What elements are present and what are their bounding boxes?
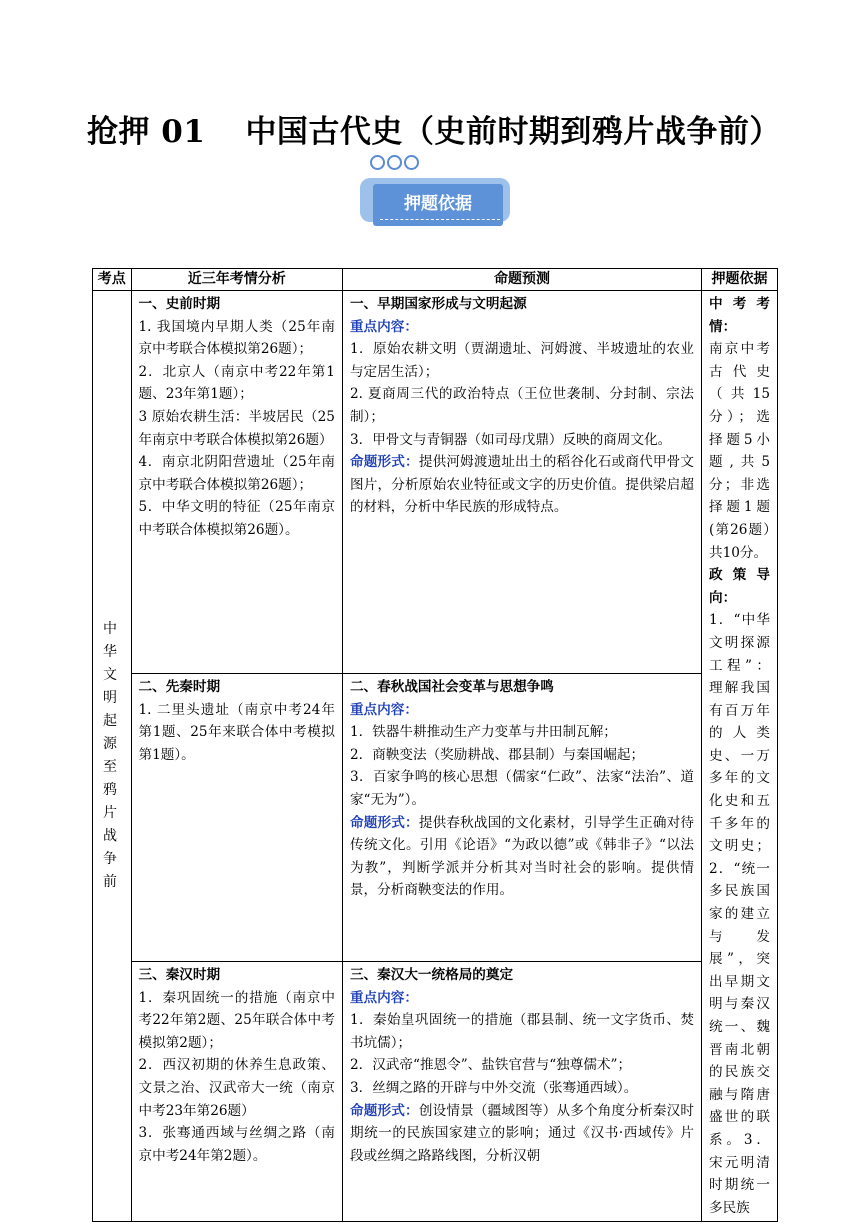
table-header-row <box>93 269 778 291</box>
key-item: 1．秦始皇巩固统一的措施（郡县制、统一文字货币、焚书坑儒）； <box>349 1012 694 1051</box>
analysis-cell <box>131 961 342 1221</box>
table-row <box>93 961 778 1221</box>
prediction-cell <box>342 291 701 674</box>
exam-table <box>92 268 778 1222</box>
analysis-item: 4．南京北阴阳营遗址（25年南京中考联合体模拟第26题）； <box>138 454 335 493</box>
analysis-item: 5．中华文明的特征（25年南京中考联合体模拟第26题）。 <box>138 499 335 538</box>
section-badge <box>360 155 520 235</box>
policy-label: 政策导向： <box>708 567 770 606</box>
title-number: 抢押 01 <box>87 114 206 150</box>
prediction-title: 一、早期国家形成与文明起源 <box>349 296 527 312</box>
analysis-title: 二、先秦时期 <box>138 679 221 696</box>
header-prediction: 命题预测 <box>342 269 701 291</box>
table-row <box>93 291 778 674</box>
analysis-item: 1. 我国境内早期人类（25年南京中考联合体模拟第26题）； <box>138 318 335 358</box>
page-title <box>87 106 807 150</box>
analysis-item: 1. 二里头遗址（南京中考24年第1题、25年来联合体中考模拟第1题）。 <box>138 701 335 763</box>
form-paragraph <box>350 451 694 519</box>
exam-label: 中考考情： <box>708 296 770 335</box>
form-label: 命题形式： <box>349 454 419 471</box>
key-item: 3．百家争鸣的核心思想（儒家“仁政”、法家“法治”、道家“无为”）。 <box>349 769 694 809</box>
table-row <box>93 674 778 962</box>
prediction-cell <box>342 674 701 962</box>
header-analysis: 近三年考情分析 <box>131 269 342 291</box>
badge-divider <box>380 219 500 220</box>
analysis-item: 3．张骞通西域与丝绸之路（南京中考24年第2题）。 <box>138 1125 335 1164</box>
form-text: 提供春秋战国的文化素材，引导学生正确对待传统文化。引用《论语》“为政以德”或《韩非子》“以法为教”，判断学派并分析其对当时社会的影响。提供情景，分析商鞅变法的作用。 <box>349 814 694 899</box>
analysis-item: 3 原始农耕生活：半坡居民（25年南京中考联合体模拟第26题） <box>138 408 335 448</box>
form-text: 创设情景（疆域图等）从多个角度分析秦汉时期统一的民族国家建立的影响；通过《汉书·西域传》片段或丝绸之路路线图，分析汉朝 <box>349 1102 694 1164</box>
form-label: 命题形式： <box>349 814 419 831</box>
key-item: 1．铁器牛耕推动生产力变革与井田制瓦解； <box>349 724 617 741</box>
key-item: 1．原始农耕文明（贾湖遗址、河姆渡、半坡遗址的农业与定居生活）； <box>349 341 694 380</box>
analysis-item: 2．西汉初期的休养生息政策、文景之治、汉武帝大一统（南京中考23年第26题） <box>138 1057 335 1119</box>
analysis-title: 三、秦汉时期 <box>138 966 221 983</box>
key-item: 2．商鞅变法（奖励耕战、郡县制）与秦国崛起； <box>349 746 645 763</box>
key-label: 重点内容： <box>349 989 418 1006</box>
key-item: 2．汉武帝“推恩令”、盐铁官营与“独尊儒术”； <box>349 1057 632 1074</box>
policy-text: 1．“中华文明探源工程”：理解我国有百万年的人类史、一万多年的文化史和五千多年的文明史；2．“统一多民族国家的建立与发展”，突出早期文明与秦汉统一、魏晋南北朝的民族交融与隋唐盛世的联系。3．宋元明清时期统一多民族 <box>708 612 770 1216</box>
prediction-title: 三、秦汉大一统格局的奠定 <box>349 966 514 983</box>
form-label: 命题形式： <box>349 1102 419 1119</box>
key-label: 重点内容： <box>349 318 418 335</box>
analysis-cell <box>131 291 342 674</box>
key-label: 重点内容： <box>349 701 418 718</box>
analysis-item: 2．北京人（南京中考22年第1题、23年第1题）； <box>138 363 335 403</box>
analysis-title: 一、史前时期 <box>138 296 221 312</box>
prediction-cell <box>342 961 701 1221</box>
rings-icon <box>370 155 421 174</box>
title-text: 中国古代史（史前时期到鸦片战争前） <box>245 114 781 150</box>
form-paragraph <box>350 812 694 902</box>
key-item: 2. 夏商周三代的政治特点（王位世袭制、分封制、宗法制）； <box>349 386 694 425</box>
header-basis: 押题依据 <box>701 269 777 291</box>
badge-label: 押题依据 <box>373 184 503 226</box>
form-paragraph <box>350 1100 694 1168</box>
exam-text: 南京中考古代史（共15分）；选择题5小题,共5分；非选择题1题(第26题）共10分。 <box>708 341 770 561</box>
topic-cell: 中华文明起源至鸦片战争前 <box>93 291 132 1222</box>
key-item: 3．甲骨文与青铜器（如司母戊鼎）反映的商周文化。 <box>349 431 672 448</box>
basis-cell <box>701 291 777 1222</box>
prediction-title: 二、春秋战国社会变革与思想争鸣 <box>349 679 554 696</box>
form-text: 提供河姆渡遗址出土的稻谷化石或商代甲骨文图片，分析原始农业特征或文字的历史价值。提供梁启超的材料，分析中华民族的形成特点。 <box>349 454 694 516</box>
analysis-cell <box>131 674 342 962</box>
key-item: 3．丝绸之路的开辟与中外交流（张骞通西域）。 <box>349 1079 638 1096</box>
header-topic: 考点 <box>93 269 132 291</box>
analysis-item: 1．秦巩固统一的措施（南京中考22年第2题、25年联合体中考模拟第2题）； <box>138 989 335 1051</box>
